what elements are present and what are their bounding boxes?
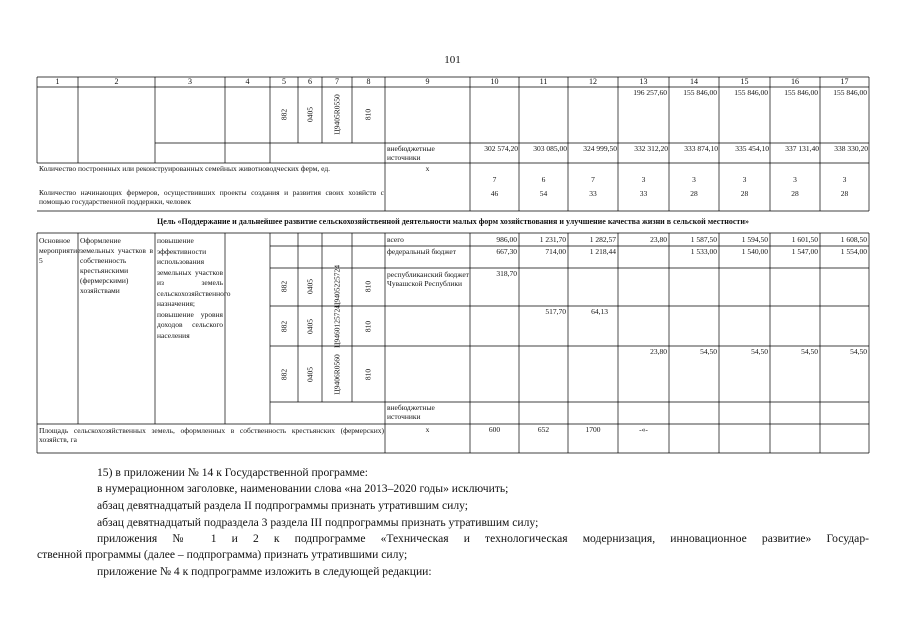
cell: 600 xyxy=(488,425,501,434)
paragraph: приложения № 1 и 2 к подпрограмме «Техническая и технологическая модернизация, инновационное развитие» Государ- xyxy=(97,532,869,545)
paragraph: 15) в приложении № 14 к Государственной программе: xyxy=(97,466,369,479)
cell: 1 594,50 xyxy=(741,235,768,244)
cell: 338 330,20 xyxy=(834,144,868,153)
cell: 1 601,50 xyxy=(791,235,818,244)
cell: 303 085,00 xyxy=(533,144,567,153)
cell: 54,50 xyxy=(801,347,818,356)
cell: 23,80 xyxy=(650,347,667,356)
cell: 318,70 xyxy=(496,269,517,278)
expense-code: 810 xyxy=(363,368,373,381)
cell: 1 218,44 xyxy=(589,247,616,256)
budget-code: 882 xyxy=(279,368,289,381)
paragraph: ственной программы (далее – подпрограмма) признать утратившими силу; xyxy=(37,548,408,561)
section-code: 0405 xyxy=(305,367,315,382)
cell: 54,50 xyxy=(751,347,768,356)
cell: 1700 xyxy=(585,425,601,434)
cell: 23,80 xyxy=(650,235,667,244)
col-header: 6 xyxy=(308,77,312,86)
source-label: федеральный бюджет xyxy=(387,247,457,256)
indicator-mark: х xyxy=(425,425,430,434)
col-header: 5 xyxy=(282,77,286,86)
budget-code: 882 xyxy=(279,280,289,293)
cell: 54,50 xyxy=(850,347,867,356)
cell: 1 540,00 xyxy=(741,247,768,256)
cell: 155 846,00 xyxy=(683,88,717,97)
cell: 64,13 xyxy=(591,307,608,316)
cell: 46 xyxy=(490,189,499,198)
cell: 28 xyxy=(791,189,799,198)
event-goal: повышение эффективности использования земельных участков из земель сельскохозяйственного назначения; повышение уровня доходов сельского населения xyxy=(157,236,231,340)
cell: 3 xyxy=(842,175,847,184)
cell: 54,50 xyxy=(700,347,717,356)
budget-code: 882 xyxy=(279,108,289,121)
col-header: 1 xyxy=(55,77,60,86)
col-header: 17 xyxy=(840,77,849,86)
cell: 332 312,20 xyxy=(634,144,668,153)
paragraph: абзац девятнадцатый подраздела 3 раздела III подпрограммы признать утратившим силу; xyxy=(97,516,539,529)
indicator-label: Площадь сельскохозяйственных земель, оформленных в собственность крестьянских (фермерских) хозяйств, га xyxy=(39,426,384,444)
source-label: всего xyxy=(387,235,404,244)
cell: 517,70 xyxy=(545,307,566,316)
col-header: 13 xyxy=(639,77,648,86)
cell: 667,30 xyxy=(496,247,517,256)
cell: 7 xyxy=(492,175,497,184)
target-code: Ц9460125724 xyxy=(332,305,342,348)
cell: 1 547,00 xyxy=(791,247,818,256)
cell: 1 282,57 xyxy=(589,235,616,244)
event-number: Основное мероприятие 5 xyxy=(39,236,81,265)
col-header: 7 xyxy=(335,77,339,86)
source-label: внебюджетные источники xyxy=(387,144,435,162)
event-name: Оформление земельных участков в собственность крестьянскими (фермерскими) хозяйствами xyxy=(80,236,153,295)
cell: 54 xyxy=(539,189,548,198)
cell: 1 608,50 xyxy=(840,235,867,244)
col-header: 2 xyxy=(114,77,119,86)
cell: 302 574,20 xyxy=(484,144,518,153)
cell: 1 587,50 xyxy=(690,235,717,244)
paragraph: приложение № 4 к подпрограмме изложить в следующей редакции: xyxy=(97,565,432,578)
paragraph: абзац девятнадцатый раздела II подпрограммы признать утратившим силу; xyxy=(97,499,468,512)
col-header: 4 xyxy=(245,77,250,86)
cell: 28 xyxy=(690,189,698,198)
cell: 714,00 xyxy=(545,247,566,256)
cell: 6 xyxy=(541,175,546,184)
cell: 337 131,40 xyxy=(785,144,819,153)
col-header: 14 xyxy=(690,77,698,86)
cell: 3 xyxy=(692,175,696,184)
col-header: 8 xyxy=(366,77,371,86)
expense-code: 810 xyxy=(363,320,373,333)
cell: 155 846,00 xyxy=(784,88,818,97)
cell: 986,00 xyxy=(496,235,517,244)
col-header: 11 xyxy=(539,77,548,86)
expense-code: 810 xyxy=(363,280,373,293)
section-code: 0405 xyxy=(305,107,315,122)
source-label: республиканский бюджет Чувашской Республики xyxy=(387,270,469,288)
page-number: 101 xyxy=(444,54,461,66)
section-code: 0405 xyxy=(305,279,315,294)
cell: 335 454,10 xyxy=(735,144,769,153)
cell: 155 846,00 xyxy=(734,88,768,97)
indicator-label: Количество начинающих фермеров, осуществивших проекты создания и развития своих хозяйств с помощью государственной поддержки, человек xyxy=(39,188,384,206)
col-header: 3 xyxy=(188,77,192,86)
cell: 1 231,70 xyxy=(539,235,566,244)
paragraph: в нумерационном заголовке, наименовании слова «на 2013–2020 годы» исключить; xyxy=(97,482,509,495)
section-code: 0405 xyxy=(305,319,315,334)
col-header: 9 xyxy=(425,77,430,86)
cell: -«- xyxy=(639,425,648,434)
target-code: Ц9405225724 xyxy=(332,265,342,308)
cell: 333 874,10 xyxy=(684,144,718,153)
source-label: внебюджетные источники xyxy=(387,403,435,421)
col-header: 15 xyxy=(740,77,749,86)
cell: 155 846,00 xyxy=(833,88,867,97)
cell: 7 xyxy=(591,175,595,184)
indicator-label: Количество построенных или реконструированных семейных животноводческих ферм, ед. xyxy=(39,164,331,173)
budget-code: 882 xyxy=(279,320,289,333)
indicator-mark: х xyxy=(425,164,430,173)
cell: 28 xyxy=(740,189,749,198)
target-code: Ц9405R0550 xyxy=(332,94,342,135)
cell: 1 533,00 xyxy=(690,247,717,256)
cell: 1 554,00 xyxy=(840,247,867,256)
col-header: 16 xyxy=(791,77,799,86)
target-code: Ц9406R0560 xyxy=(332,354,342,395)
cell: 28 xyxy=(840,189,849,198)
cell: 324 999,50 xyxy=(583,144,617,153)
cell: 652 xyxy=(537,425,550,434)
col-header: 10 xyxy=(490,77,499,86)
goal-heading: Цель «Поддержание и дальнейшее развитие сельскохозяйственной деятельности малых форм хозяйствования и улучшение качества жизни в сельской местности» xyxy=(157,217,749,226)
cell: 33 xyxy=(589,189,597,198)
cell: 3 xyxy=(641,175,646,184)
cell: 3 xyxy=(793,175,797,184)
expense-code: 810 xyxy=(363,108,373,121)
col-header: 12 xyxy=(589,77,597,86)
cell: 196 257,60 xyxy=(633,88,667,97)
cell: 33 xyxy=(639,189,648,198)
cell: 3 xyxy=(742,175,747,184)
